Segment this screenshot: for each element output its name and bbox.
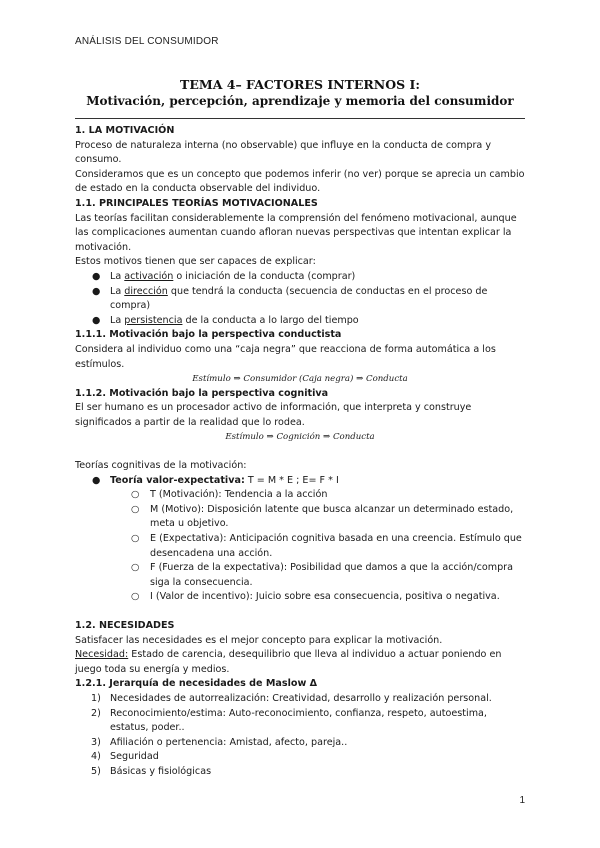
paragraph: Considera al individuo como una “caja negra” que reacciona de forma automática a los estímulos. xyxy=(75,343,496,370)
list-item: ○ M (Motivo): Disposición latente que busca alcanzar un determinado estado, meta u objetivo. xyxy=(131,503,514,530)
title-line-2: Motivación, percepción, aprendizaje y memoria del consumidor xyxy=(86,94,514,108)
theory-label: Teoría valor-expectativa: xyxy=(110,474,245,486)
numbered-list xyxy=(75,692,525,780)
subsection-heading: 1.1.2. Motivación bajo la perspectiva cognitiva xyxy=(75,387,329,399)
definition-term: Necesidad: xyxy=(75,649,129,661)
circle-bullet-icon: ○ xyxy=(131,489,140,501)
title-line-1: TEMA 4– FACTORES INTERNOS I: xyxy=(180,77,420,92)
section-heading: 1.1. PRINCIPALES TEORÍAS MOTIVACIONALES xyxy=(75,197,318,209)
bullet-list xyxy=(75,270,525,328)
bullet-icon: ● xyxy=(92,474,101,486)
paragraph: Las teorías facilitan considerablemente la comprensión del fenómeno motivacional, aunque las complicaciones aumentan cuando afloran nuevas perspectivas que intentan explicar la motivación. xyxy=(75,212,517,253)
paragraph: Teorías cognitivas de la motivación: xyxy=(75,460,247,472)
theory-formula: T = M * E ; E= F * I xyxy=(244,474,339,486)
bullet-list xyxy=(75,474,525,489)
underlined-term: persistencia xyxy=(124,314,183,326)
spacer xyxy=(75,445,525,459)
formula: Estímulo ⇒ Cognición ⇒ Conducta xyxy=(225,432,375,443)
formula: Estímulo ⇒ Consumidor (Caja negra) ⇒ Conducta xyxy=(192,374,408,385)
paragraph: Satisfacer las necesidades es el mejor concepto para explicar la motivación. xyxy=(75,634,443,646)
definition: Necesidad: Estado de carencia, desequilibrio que lleva al individuo a actuar poniendo en juego toda su energía y medios. xyxy=(75,649,502,675)
circle-bullet-icon: ○ xyxy=(131,591,140,603)
circle-bullet-icon: ○ xyxy=(131,562,140,574)
circle-bullet-icon: ○ xyxy=(131,503,140,515)
list-item: ○ E (Expectativa): Anticipación cognitiva basada en una creencia. Estímulo que desencadena una acción. xyxy=(131,533,522,559)
list-item: ○ I (Valor de incentivo): Juicio sobre esa consecuencia, positiva o negativa. xyxy=(75,590,525,605)
document-title xyxy=(75,76,525,110)
list-item: 5) Básicas y fisiológicas xyxy=(91,765,212,777)
list-item: ○ F (Fuerza de la expectativa): Posibilidad que damos a que la acción/compra siga la consecuencia. xyxy=(131,562,514,588)
list-item: ● La activación o iniciación de la conducta (comprar) xyxy=(75,270,525,285)
subsection-heading: 1.2.1. Jerarquía de necesidades de Maslow Δ xyxy=(75,678,318,690)
list-item: 2) Reconocimiento/estima: Auto-reconocimiento, confianza, respeto, autoestima, estatus, poder.. xyxy=(91,707,487,734)
list-item: ○ T (Motivación): Tendencia a la acción xyxy=(75,488,525,503)
list-item: 1) Necesidades de autorrealización: Creatividad, desarrollo y realización personal. xyxy=(91,692,492,704)
title-divider xyxy=(75,118,525,119)
circle-bullet-icon: ○ xyxy=(131,533,140,545)
bullet-icon: ● xyxy=(92,314,101,326)
paragraph: Estos motivos tienen que ser capaces de explicar: xyxy=(75,256,316,268)
list-item: ● La dirección que tendrá la conducta (secuencia de conductas en el proceso de compra) xyxy=(92,285,488,312)
paragraph: Consideramos que es un concepto que podemos inferir (no ver) porque se aprecia un cambio de estado en la conducta observable del individuo. xyxy=(75,168,525,195)
section-heading: 1. LA MOTIVACIÓN xyxy=(75,125,175,136)
subsection-heading: 1.1.1. Motivación bajo la perspectiva conductista xyxy=(75,329,342,341)
list-item: 3) Afiliación o pertenencia: Amistad, afecto, pareja.. xyxy=(91,736,348,748)
underlined-term: activación xyxy=(124,270,174,282)
list-item: 4) Seguridad xyxy=(91,751,159,763)
list-item xyxy=(75,474,525,489)
page-number: 1 xyxy=(519,795,525,806)
section-heading: 1.2. NECESIDADES xyxy=(75,620,175,631)
paragraph: Proceso de naturaleza interna (no observable) que influye en la conducta de compra y consumo. xyxy=(75,139,492,166)
bullet-icon: ● xyxy=(92,270,101,282)
bullet-icon: ● xyxy=(92,285,101,297)
sub-list xyxy=(75,488,525,605)
underlined-term: dirección xyxy=(124,285,168,297)
running-header: ANÁLISIS DEL CONSUMIDOR xyxy=(75,36,219,47)
paragraph: El ser humano es un procesador activo de información, que interpreta y construye significados a partir de la realidad que lo rodea. xyxy=(75,402,472,428)
document-body xyxy=(75,124,525,780)
spacer xyxy=(75,605,525,619)
list-item: ● La persistencia de la conducta a lo largo del tiempo xyxy=(75,314,525,329)
